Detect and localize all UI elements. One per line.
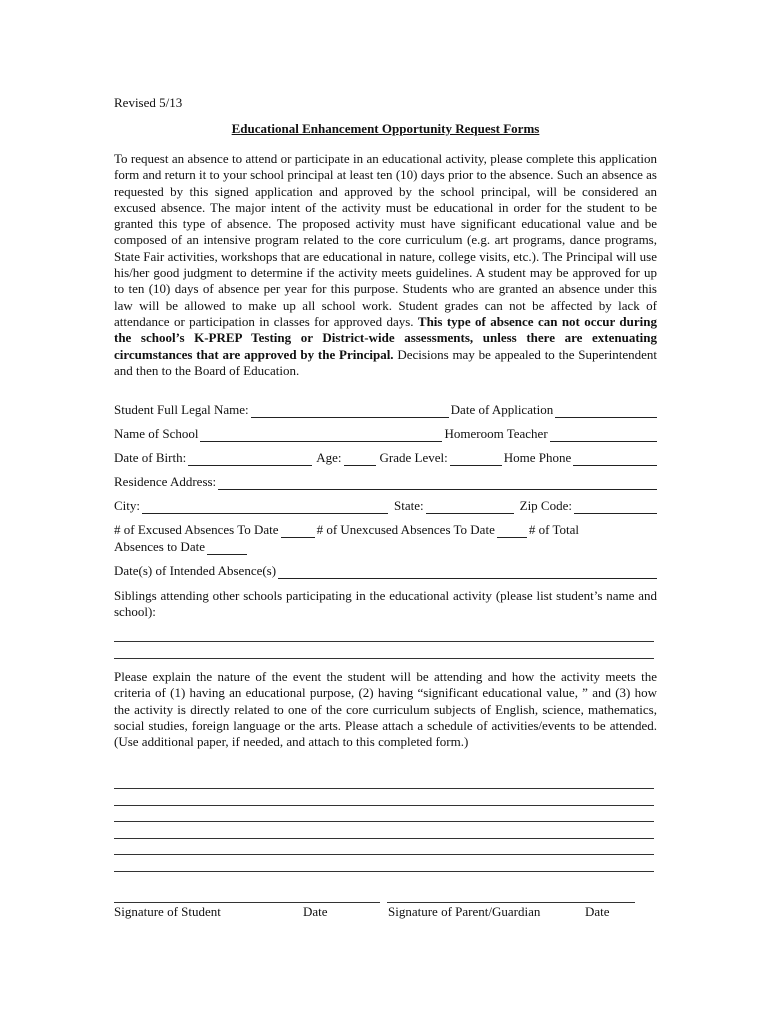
city-label: City: — [114, 498, 141, 513]
city-field[interactable] — [142, 501, 388, 514]
student-signature-label: Signature of Student — [114, 904, 221, 919]
unexcused-absences-label: # of Unexcused Absences To Date — [316, 522, 495, 537]
date-of-birth-field[interactable] — [188, 453, 312, 466]
school-label: Name of School — [114, 426, 199, 441]
residence-address-label: Residence Address: — [114, 474, 217, 489]
homeroom-teacher-label: Homeroom Teacher — [444, 426, 548, 441]
total-absences-field[interactable] — [207, 542, 247, 555]
parent-signature-label: Signature of Parent/Guardian — [388, 904, 541, 919]
intro-text-1: To request an absence to attend or participate in an educational activity, please complete this application form and return it to your school principal at least ten (10) days prior to the absence. Such an absence as requested by this signed application and approved by the school principal, will be considered an excused absence. The major intent of the activity must be educational in order for the student to be granted this type of absence. The proposed activity must have significant educational value and be composed of an intensive program related to the core curriculum (e.g. art programs, dance programs, State Fair activities, workshops that are educational in nature, college visits, etc.). The Principal will use his/her good judgment to determine if the activity meets guidelines. A student may be approved for up to ten (10) days of absence per year for this purpose. Students who are granted an absence under this law will be allowed to make up all school work. Student grades can not be affected by lack of attendance or participation in classes for approved days. — [114, 151, 657, 329]
parent-signature-line[interactable] — [387, 902, 635, 903]
intended-absences-label: Date(s) of Intended Absence(s) — [114, 563, 277, 578]
explain-line-2[interactable] — [114, 805, 654, 806]
date-of-application-field[interactable] — [555, 405, 657, 418]
intro-text-2: Decisions may be appealed to the Superintendent and then to the Board of Education. — [114, 346, 658, 378]
student-signature-line[interactable] — [114, 902, 380, 903]
home-phone-label: Home Phone — [503, 450, 572, 465]
revision-label: Revised 5/13 — [114, 95, 183, 110]
date-of-application-label: Date of Application — [450, 402, 554, 417]
row-total-absences — [114, 539, 659, 555]
zip-code-field[interactable] — [574, 501, 657, 514]
school-field[interactable] — [200, 429, 442, 442]
residence-address-field[interactable] — [218, 477, 657, 490]
state-label: State: — [394, 498, 424, 513]
explain-line-3[interactable] — [114, 821, 654, 822]
age-field[interactable] — [344, 453, 376, 466]
siblings-prompt: Siblings attending other schools participating in the educational activity (please list student’s name and school): — [114, 588, 657, 620]
row-intended-absences — [114, 563, 659, 579]
excused-absences-field[interactable] — [281, 525, 315, 538]
intro-bold-text: This type of absence can not occur during the school’s K-PREP Testing or District-wide assessments, unless there are extenuating circumstances that are approved by the Principal. — [114, 313, 658, 362]
homeroom-teacher-field[interactable] — [550, 429, 657, 442]
explain-line-5[interactable] — [114, 854, 654, 855]
excused-absences-label: # of Excused Absences To Date — [114, 522, 279, 537]
date-of-birth-label: Date of Birth: — [114, 450, 187, 465]
explain-prompt: Please explain the nature of the event the student will be attending and how the activity meets the criteria of (1) having an educational purpose, (2) having “significant educational value, ” and (3) how the activity is directly related to one of the core curriculum subjects of English, science, mathematics, social studies, foreign language or the arts. Please attach a schedule of activities/events to be attended. (Use additional paper, if needed, and attach to this completed form.) — [114, 669, 657, 750]
explain-line-4[interactable] — [114, 838, 654, 839]
unexcused-absences-field[interactable] — [497, 525, 527, 538]
row-city — [114, 498, 659, 514]
grade-level-label: Grade Level: — [379, 450, 448, 465]
zip-code-label: Zip Code: — [519, 498, 572, 513]
state-field[interactable] — [426, 501, 514, 514]
row-school — [114, 426, 659, 442]
intro-paragraph — [114, 151, 657, 379]
siblings-line-2[interactable] — [114, 658, 654, 659]
intended-absences-field[interactable] — [278, 566, 657, 579]
total-absences-label: # of Total — [528, 522, 579, 537]
parent-date-label: Date — [585, 904, 610, 919]
age-label: Age: — [316, 450, 342, 465]
row-absences — [114, 522, 659, 538]
student-date-label: Date — [303, 904, 328, 919]
explain-line-1[interactable] — [114, 788, 654, 789]
siblings-line-1[interactable] — [114, 641, 654, 642]
row-student-name — [114, 402, 659, 418]
row-address — [114, 474, 659, 490]
form-title: Educational Enhancement Opportunity Request Forms — [231, 121, 540, 136]
student-name-label: Student Full Legal Name: — [114, 402, 249, 417]
grade-level-field[interactable] — [450, 453, 502, 466]
home-phone-field[interactable] — [573, 453, 657, 466]
total-absences-label-2: Absences to Date — [114, 539, 205, 554]
row-birth — [114, 450, 659, 466]
explain-line-6[interactable] — [114, 871, 654, 872]
student-name-field[interactable] — [251, 405, 449, 418]
